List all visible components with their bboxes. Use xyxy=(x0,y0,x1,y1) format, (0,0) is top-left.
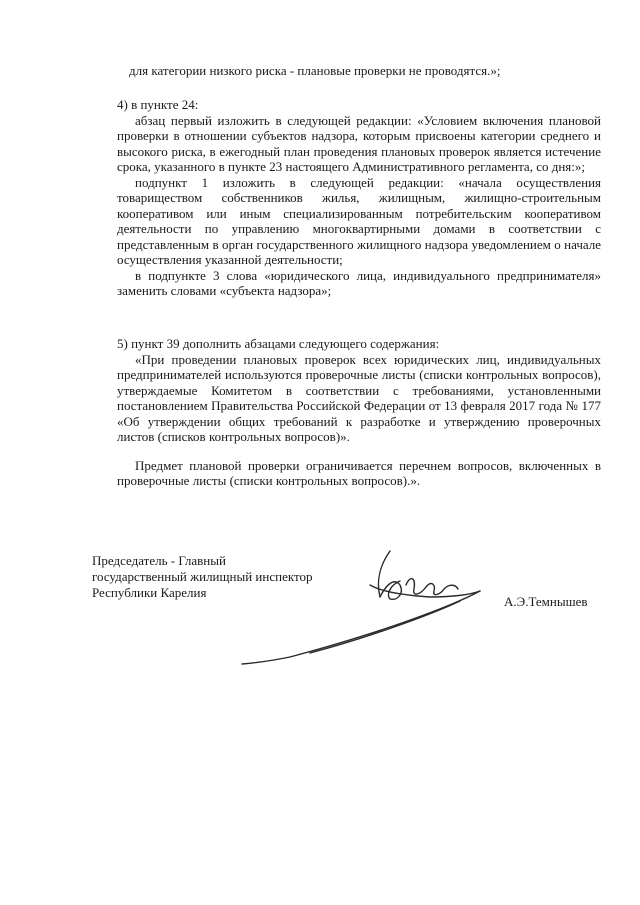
line-top: для категории низкого риска - плановые проверки не проводятся.»; xyxy=(129,63,501,78)
item4-paragraph-3: в подпункте 3 слова «юридического лица, индивидуального предпринимателя» заменить словами «субъекта надзора»; xyxy=(117,267,601,298)
signer-line-2: государственный жилищный инспектор xyxy=(92,569,313,584)
item5-paragraph-2: Предмет плановой проверки ограничивается перечнем вопросов, включенных в проверочные листы (списки контрольных вопросов).». xyxy=(117,457,601,488)
item5-heading: 5) пункт 39 дополнить абзацами следующего содержания: xyxy=(117,336,440,351)
text-block-item4 xyxy=(117,97,601,299)
signer-line-1: Председатель - Главный xyxy=(92,553,226,568)
item4-paragraph-1: абзац первый изложить в следующей редакции: «Условием включения плановой проверки в отношении субъектов надзора, которым присвоены категории среднего и высокого риска, в ежегодный план проведения плановых проверок является истечение срока, указанного в пункте 23 настоящего Административного регламента, со дня:»; xyxy=(117,112,601,174)
item5-paragraph-1: «При проведении плановых проверок всех юридических лиц, индивидуальных предпринимателей используются проверочные листы (списки контрольных вопросов), утверждаемые Комитетом в соответствии с требованиями, установленными постановлением Правительства Российской Федерации от 13 февраля 2017 года № 177 «Об утверждении общих требований к разработке и утверждению проверочных листов (списков контрольных вопросов)». xyxy=(117,351,601,444)
handwritten-signature xyxy=(230,545,510,665)
text-block-top xyxy=(117,63,601,79)
signer-line-3: Республики Карелия xyxy=(92,585,207,600)
item4-heading: 4) в пункте 24: xyxy=(117,97,199,112)
text-block-item5 xyxy=(117,336,601,489)
signer-name: А.Э.Темнышев xyxy=(504,594,588,609)
item4-paragraph-2: подпункт 1 изложить в следующей редакции: «начала осуществления товариществом собственников жилья, жилищным, жилищно-строительным кооперативом или иным специализированным потребительским кооперативом деятельности по управлению многоквартирными домами в соответствии с представленным в орган государственного жилищного надзора уведомлением о начале осуществления указанной деятельности; xyxy=(117,174,601,267)
